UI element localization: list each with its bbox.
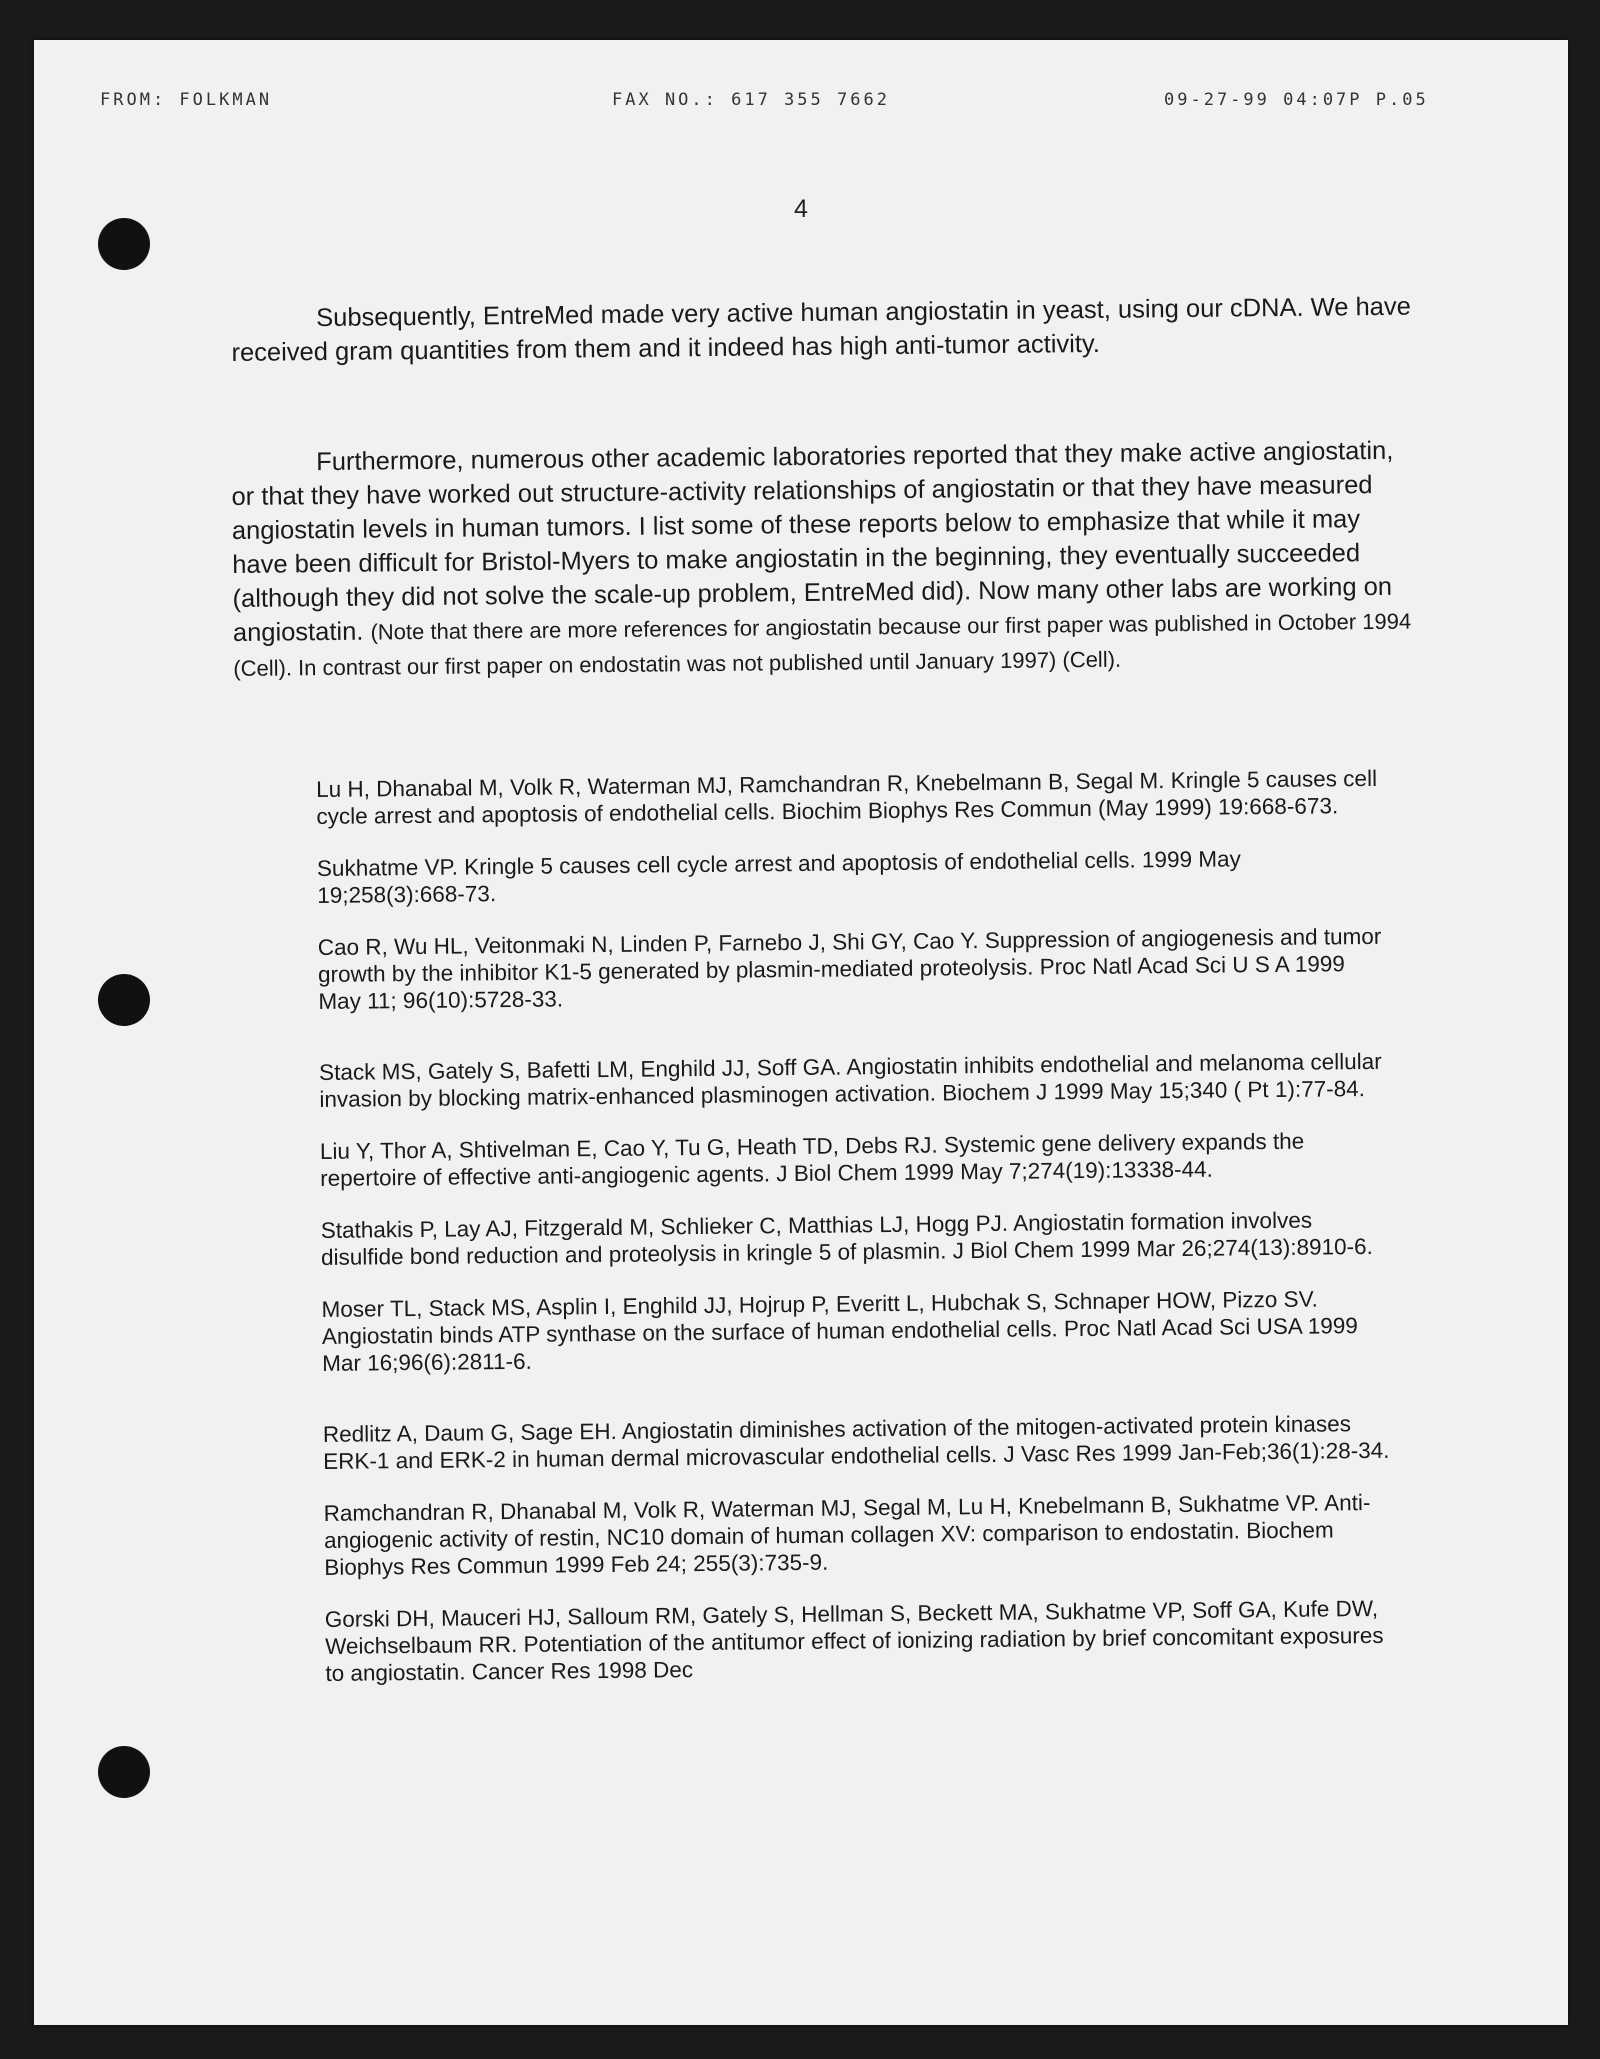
reference-item: Stathakis P, Lay AJ, Fitzgerald M, Schlieker C, Matthias LJ, Hogg PJ. Angiostatin formation involves disulfide bond reduction and proteolysis in kringle 5 of plasmin. J Biol Chem 1999 Mar 26;274(13):8910-6. <box>320 1207 1373 1270</box>
fax-page <box>34 40 1568 2025</box>
paragraph-text: Subsequently, EntreMed made very active human angiostatin in yeast, using our cDNA. We have received gram quantities from them and it indeed has high anti-tumor activity. <box>231 292 1411 367</box>
body-paragraph <box>231 290 1412 370</box>
reference-item: Stack MS, Gately S, Bafetti LM, Enghild JJ, Soff GA. Angiostatin inhibits endothelial and melanoma cellular invasion by blocking matrix-enhanced plasminogen activation. Biochem J 1999 May 15;340 ( Pt 1):77-84. <box>318 1048 1382 1112</box>
punch-hole <box>98 1746 150 1798</box>
body-paragraph <box>231 434 1413 686</box>
reference-item: Cao R, Wu HL, Veitonmaki N, Linden P, Farnebo J, Shi GY, Cao Y. Suppression of angiogenesis and tumor growth by the inhibitor K1-5 generated by plasmin-mediated proteolysis. Proc Natl Acad Sci U S A 1999 May 11; 96(10):5728-33. <box>317 923 1382 1014</box>
reference-item: Sukhatme VP. Kringle 5 causes cell cycle arrest and apoptosis of endothelial cells. 1999 May 19;258(3):668-73. <box>316 846 1241 908</box>
reference-item: Lu H, Dhanabal M, Volk R, Waterman MJ, Ramchandran R, Knebelmann B, Segal M. Kringle 5 causes cell cycle arrest and apoptosis of endothelial cells. Biochim Biophys Res Commun (May 1999) 19:668-673. <box>316 765 1378 829</box>
reference-item: Ramchandran R, Dhanabal M, Volk R, Waterman MJ, Segal M, Lu H, Knebelmann B, Sukhatme VP. Anti-angiogenic activity of restin, NC10 domain of human collagen XV: comparison to endostatin. Biochem Biophys Res Commun 1999 Feb 24; 255(3):735-9. <box>323 1489 1371 1580</box>
fax-number: FAX NO.: 617 355 7662 <box>612 90 890 110</box>
fax-header <box>34 90 1568 120</box>
reference-item: Redlitz A, Daum G, Sage EH. Angiostatin diminishes activation of the mitogen-activated protein kinases ERK-1 and ERK-2 in human dermal microvascular endothelial cells. J Vasc Res 1999 Jan-Feb;36(1):28-34. <box>322 1411 1390 1474</box>
paragraph-main: Furthermore, numerous other academic laboratories reported that they make active angiostatin, or that they have worked out structure-activity relationships of angiostatin or that they have measured angiostatin levels in human tumors. I list some of these reports below to emphasize that while it may have been difficult for Bristol-Myers to make angiostatin in the beginning, they eventually succeeded (although they did not solve the scale-up problem, EntreMed did). Now many other labs are working on angiostatin. <box>231 436 1394 647</box>
fax-from: FROM: FOLKMAN <box>100 90 273 110</box>
reference-list <box>316 765 1396 1712</box>
reference-item: Gorski DH, Mauceri HJ, Salloum RM, Gately S, Hellman S, Beckett MA, Sukhatme VP, Soff GA, Kufe DW, Weichselbaum RR. Potentiation of the antitumor effect of ionizing radiation by brief concomitant exposures to angiostatin. Cancer Res 1998 Dec <box>324 1595 1384 1686</box>
punch-hole <box>98 218 150 270</box>
page-number: 4 <box>794 195 808 223</box>
fax-date-time-page: 09-27-99 04:07P P.05 <box>1164 90 1429 110</box>
punch-hole <box>98 974 150 1026</box>
reference-item: Liu Y, Thor A, Shtivelman E, Cao Y, Tu G, Heath TD, Debs RJ. Systemic gene delivery expands the repertoire of effective anti-angiogenic agents. J Biol Chem 1999 May 7;274(19):13338-44. <box>319 1128 1305 1191</box>
paragraph-note: (Note that there are more references for angiostatin because our first paper was published in October 1994 (Cell). In contrast our first paper on endostatin was not published until January 1997) (Cell). <box>233 608 1412 681</box>
paragraph-text <box>231 434 1413 686</box>
reference-item: Moser TL, Stack MS, Asplin I, Enghild JJ, Hojrup P, Everitt L, Hubchak S, Schnaper HOW, Pizzo SV. Angiostatin binds ATP synthase on the surface of human endothelial cells. Proc Natl Acad Sci USA 1999 Mar 16;96(6):2811-6. <box>321 1286 1358 1376</box>
